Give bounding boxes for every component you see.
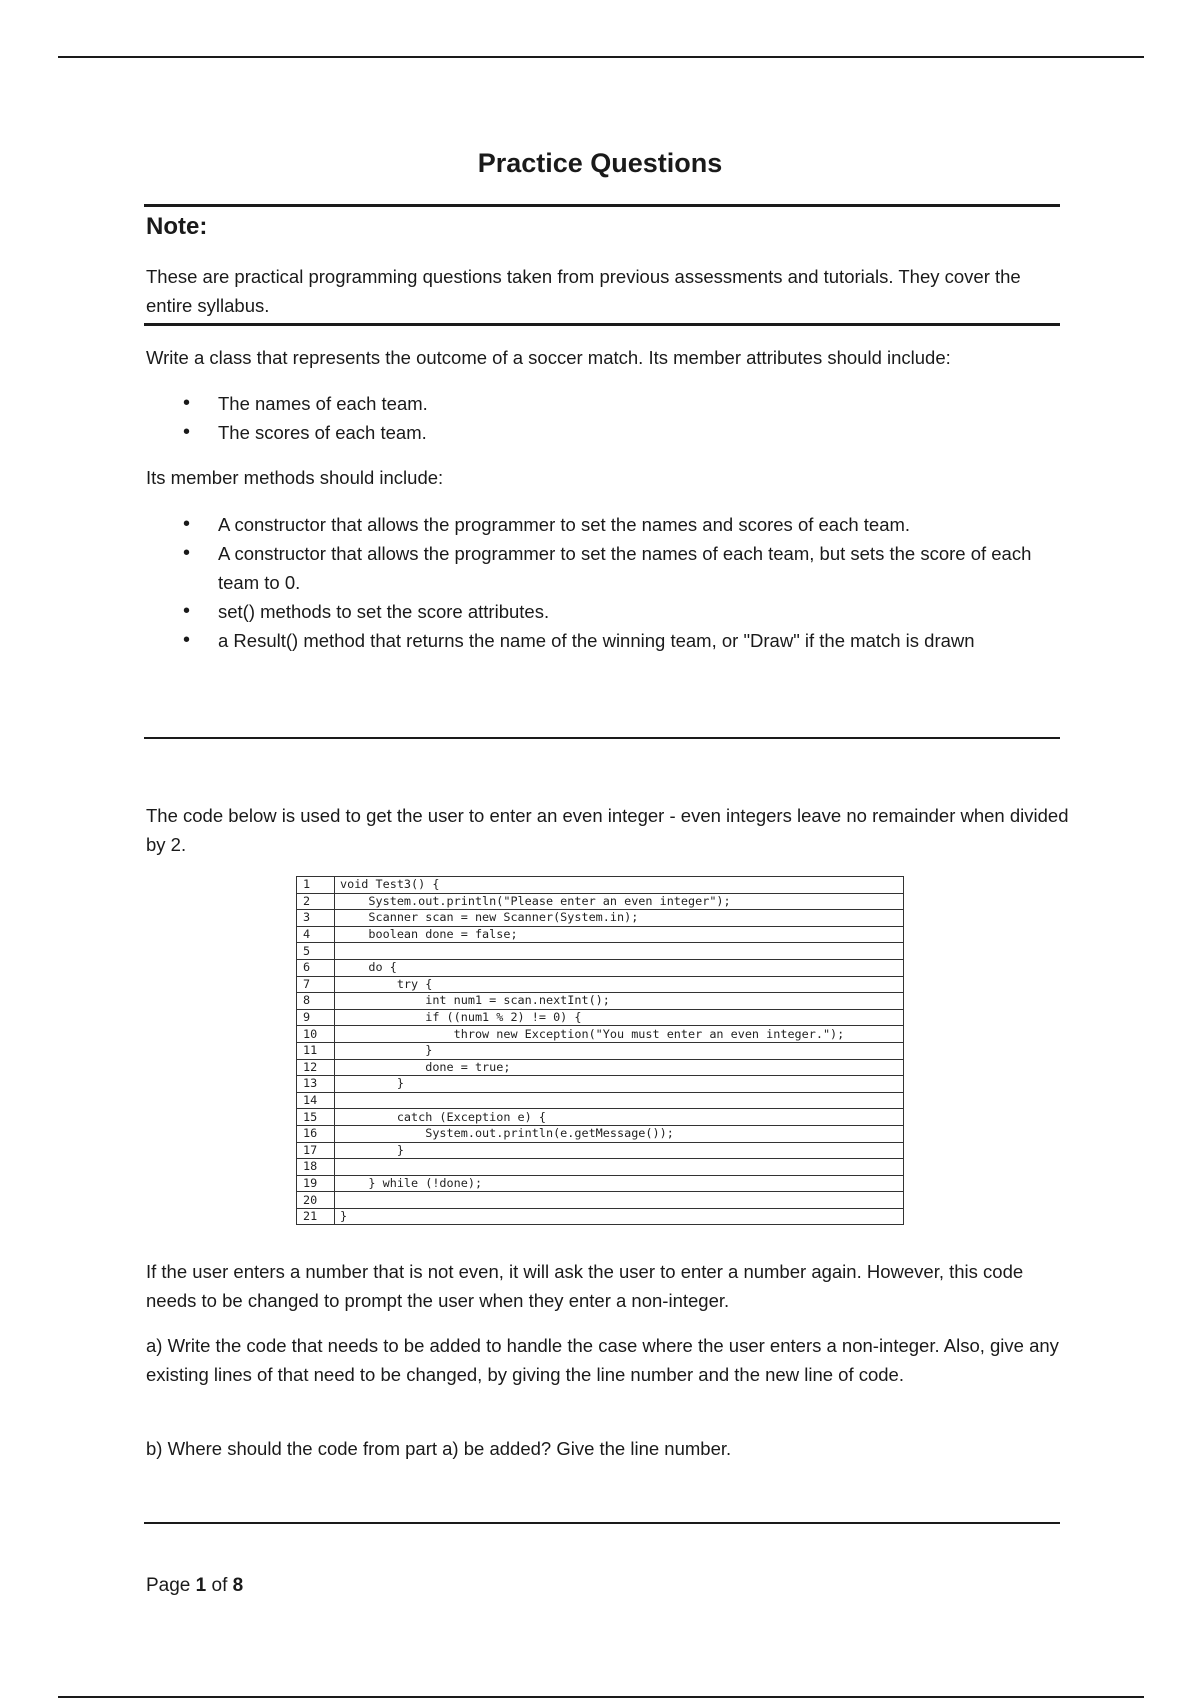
code-row xyxy=(297,993,904,1010)
code-line-text xyxy=(335,1092,904,1109)
list-item: • A constructor that allows the programmer to set the names of each team, but sets the score of each team to 0. xyxy=(146,539,1056,597)
top-page-rule xyxy=(58,56,1144,58)
code-line-number: 14 xyxy=(297,1092,335,1109)
code-row xyxy=(297,1175,904,1192)
code-row xyxy=(297,976,904,993)
code-line-text xyxy=(335,1192,904,1209)
code-line-text: } while (!done); xyxy=(335,1175,904,1192)
code-row xyxy=(297,959,904,976)
code-line-number: 8 xyxy=(297,993,335,1010)
q2-bottom-rule xyxy=(144,1522,1060,1524)
code-line-text: int num1 = scan.nextInt(); xyxy=(335,993,904,1010)
code-line-number: 10 xyxy=(297,1026,335,1043)
code-row xyxy=(297,1059,904,1076)
code-line-text: done = true; xyxy=(335,1059,904,1076)
note-bottom-rule xyxy=(144,323,1060,326)
code-line-text: System.out.println("Please enter an even integer"); xyxy=(335,893,904,910)
code-line-number: 16 xyxy=(297,1125,335,1142)
code-line-number: 5 xyxy=(297,943,335,960)
page-number: 1 xyxy=(195,1575,207,1596)
code-row xyxy=(297,1026,904,1043)
code-line-text: catch (Exception e) { xyxy=(335,1109,904,1126)
note-text: These are practical programming questions taken from previous assessments and tutorials. They cover the entire syllabus. xyxy=(146,266,1021,316)
q2-intro: The code below is used to get the user to enter an even integer - even integers leave no remainder when divided by 2. xyxy=(146,805,1069,855)
code-line-text: } xyxy=(335,1208,904,1225)
code-line-number: 7 xyxy=(297,976,335,993)
code-line-number: 4 xyxy=(297,926,335,943)
note-heading: Note: xyxy=(146,213,208,240)
list-item: • The scores of each team. xyxy=(146,418,1056,447)
code-line-number: 11 xyxy=(297,1042,335,1059)
q2-part-b: b) Where should the code from part a) be added? Give the line number. xyxy=(146,1438,732,1459)
q1-bottom-rule xyxy=(144,737,1060,739)
code-line-text: try { xyxy=(335,976,904,993)
code-line-number: 9 xyxy=(297,1009,335,1026)
code-row xyxy=(297,893,904,910)
code-row xyxy=(297,1009,904,1026)
code-row xyxy=(297,1076,904,1093)
code-line-text: System.out.println(e.getMessage()); xyxy=(335,1125,904,1142)
code-line-number: 13 xyxy=(297,1076,335,1093)
q1-methods-list xyxy=(146,510,1056,655)
total-pages: 8 xyxy=(232,1575,244,1596)
code-line-text: if ((num1 % 2) != 0) { xyxy=(335,1009,904,1026)
code-listing xyxy=(296,876,904,1225)
code-line-text xyxy=(335,943,904,960)
title-underline-rule xyxy=(144,204,1060,207)
q1-attributes-list xyxy=(146,389,1056,447)
code-row xyxy=(297,1192,904,1209)
q2-after-code: If the user enters a number that is not even, it will ask the user to enter a number again. However, this code needs to be changed to prompt the user when they enter a non-integer. xyxy=(146,1261,1024,1311)
code-line-text: } xyxy=(335,1142,904,1159)
code-line-number: 1 xyxy=(297,877,335,894)
page-title: Practice Questions xyxy=(477,148,723,178)
code-line-text: } xyxy=(335,1076,904,1093)
list-item: • set() methods to set the score attributes. xyxy=(146,597,1056,626)
code-line-number: 20 xyxy=(297,1192,335,1209)
list-item: • a Result() method that returns the name of the winning team, or "Draw" if the match is drawn xyxy=(146,626,1056,655)
code-line-number: 3 xyxy=(297,910,335,927)
code-line-number: 15 xyxy=(297,1109,335,1126)
code-line-text: void Test3() { xyxy=(335,877,904,894)
code-row xyxy=(297,1208,904,1225)
code-row xyxy=(297,1042,904,1059)
code-line-number: 6 xyxy=(297,959,335,976)
code-row xyxy=(297,1159,904,1176)
q2-part-a: a) Write the code that needs to be added to handle the case where the user enters a non-integer. Also, give any existing lines of that need to be changed, by giving the line number and the new line of code. xyxy=(146,1335,1059,1385)
code-row xyxy=(297,1092,904,1109)
code-row xyxy=(297,943,904,960)
code-row xyxy=(297,1125,904,1142)
of-label: of xyxy=(211,1575,228,1596)
code-line-number: 2 xyxy=(297,893,335,910)
list-item: • The names of each team. xyxy=(146,389,1056,418)
q1-methods-intro: Its member methods should include: xyxy=(146,467,444,488)
code-line-number: 19 xyxy=(297,1175,335,1192)
code-row xyxy=(297,1142,904,1159)
code-line-text: throw new Exception("You must enter an even integer."); xyxy=(335,1026,904,1043)
code-row xyxy=(297,910,904,927)
code-line-number: 21 xyxy=(297,1208,335,1225)
code-row xyxy=(297,877,904,894)
bottom-page-rule xyxy=(58,1696,1144,1698)
code-line-text: Scanner scan = new Scanner(System.in); xyxy=(335,910,904,927)
code-line-text: } xyxy=(335,1042,904,1059)
code-line-text xyxy=(335,1159,904,1176)
code-line-text: boolean done = false; xyxy=(335,926,904,943)
code-line-text: do { xyxy=(335,959,904,976)
code-row xyxy=(297,926,904,943)
code-line-number: 18 xyxy=(297,1159,335,1176)
q1-intro: Write a class that represents the outcome of a soccer match. Its member attributes should include: xyxy=(146,347,951,368)
code-line-number: 12 xyxy=(297,1059,335,1076)
page-label: Page xyxy=(146,1575,191,1596)
page-footer xyxy=(146,1575,243,1597)
code-line-number: 17 xyxy=(297,1142,335,1159)
list-item: • A constructor that allows the programmer to set the names and scores of each team. xyxy=(146,510,1056,539)
code-row xyxy=(297,1109,904,1126)
